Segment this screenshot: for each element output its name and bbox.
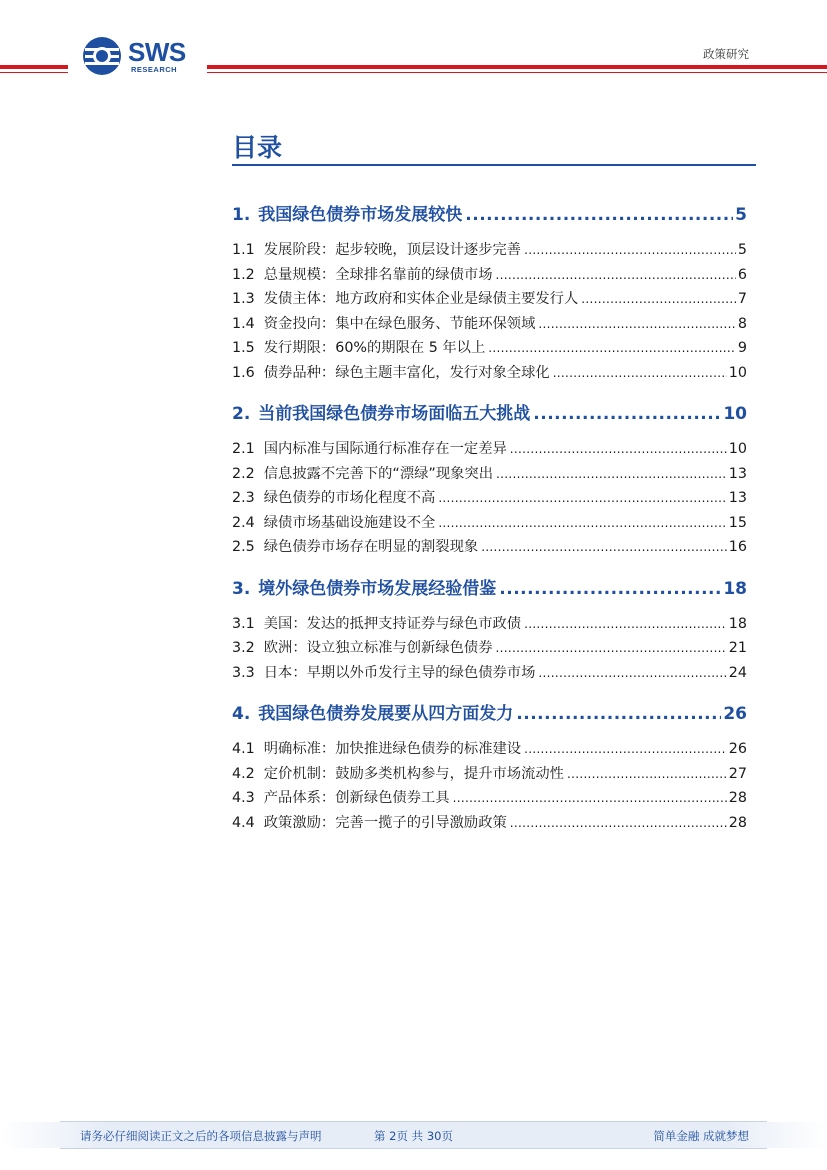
toc-section-title: 我国绿色债券市场发展较快 (258, 205, 463, 225)
toc-entry-number: 1.1 (232, 242, 255, 258)
toc-leader-dots (553, 361, 727, 386)
toc-leader-dots (496, 263, 736, 288)
toc-entry-title: 明确标准：加快推进绿色债券的标准建设 (263, 741, 522, 757)
toc-entry[interactable] (232, 811, 747, 836)
toc-section-number: 4. (232, 704, 251, 724)
toc-title: 目录 (232, 133, 283, 162)
header-rule-left-thin (0, 72, 68, 73)
header-rule-left (0, 65, 68, 69)
toc-entry[interactable] (232, 535, 747, 560)
toc-entry-title: 总量规模：全球排名靠前的绿债市场 (263, 266, 493, 283)
toc-entry-number: 2.3 (232, 490, 255, 506)
toc-leader-dots (438, 511, 726, 536)
toc-entry-title: 定价机制：鼓励多类机构参与，提升市场流动性 (263, 765, 564, 782)
toc-entry-page: 7 (737, 291, 747, 307)
toc-leader-dots (538, 312, 736, 337)
toc-entry-page: 9 (737, 340, 747, 356)
toc-entry-title: 美国：发达的抵押支持证券与绿色市政债 (263, 615, 522, 632)
toc-leader-dots (524, 612, 727, 637)
toc-entry-number: 2.2 (232, 465, 255, 482)
footer-disclaimer: 请务必仔细阅读正文之后的各项信息披露与声明 (80, 1129, 322, 1143)
toc-section-page: 5 (735, 205, 747, 225)
toc-entry-page: 8 (737, 315, 747, 332)
toc-section-heading[interactable] (232, 574, 747, 604)
toc-entry-number: 3.1 (232, 615, 255, 632)
toc-leader-dots (496, 636, 727, 661)
toc-section (232, 200, 747, 385)
toc-entry-title: 信息披露不完善下的“漂绿”现象突出 (263, 465, 494, 482)
toc-entry-title: 国内标准与国际通行标准存在一定差异 (263, 441, 507, 457)
toc-entry[interactable] (232, 437, 747, 462)
toc-entry-number: 1.5 (232, 340, 255, 356)
toc-entry-page: 26 (728, 741, 747, 757)
toc-entry-title: 绿债市场基础设施建设不全 (263, 514, 436, 531)
header-rule-right-thin (207, 72, 827, 73)
toc-section (232, 699, 747, 835)
toc-entry-page: 15 (728, 514, 747, 531)
table-of-contents (232, 200, 747, 849)
toc-section-page: 10 (723, 404, 747, 424)
toc-entry-number: 1.6 (232, 364, 255, 381)
toc-entry[interactable] (232, 786, 747, 811)
toc-leader-dots (499, 574, 721, 604)
toc-leader-dots (533, 399, 721, 429)
toc-entry-title: 发展阶段：起步较晚，顶层设计逐步完善 (263, 242, 522, 258)
toc-entry[interactable] (232, 612, 747, 637)
toc-entry-title: 发债主体：地方政府和实体企业是绿债主要发行人 (263, 291, 579, 307)
toc-entry[interactable] (232, 238, 747, 263)
toc-entry-number: 4.2 (232, 765, 255, 782)
toc-leader-dots (488, 336, 736, 361)
toc-entry-page: 28 (728, 790, 747, 806)
toc-entry[interactable] (232, 661, 747, 686)
toc-leader-dots (453, 786, 727, 811)
toc-entry-page: 27 (728, 765, 747, 782)
toc-entry-number: 3.2 (232, 640, 255, 656)
toc-entry-title: 债券品种：绿色主题丰富化，发行对象全球化 (263, 364, 550, 381)
toc-entry-page: 18 (728, 615, 747, 632)
toc-section-number: 2. (232, 404, 251, 424)
toc-entry-page: 24 (728, 664, 747, 681)
toc-entry-number: 2.1 (232, 441, 255, 457)
toc-leader-dots (538, 661, 726, 686)
footer-rule-bottom (60, 1148, 767, 1149)
toc-section-page: 26 (723, 704, 747, 724)
toc-title-underline (232, 164, 756, 166)
toc-entry-number: 1.4 (232, 315, 255, 332)
toc-section-number: 3. (232, 578, 251, 599)
toc-entry-title: 绿色债券市场存在明显的割裂现象 (263, 539, 479, 555)
toc-entry[interactable] (232, 312, 747, 337)
sws-logo-icon (82, 36, 122, 76)
header-rule-right (207, 65, 827, 69)
logo-subtext: RESEARCH (131, 65, 178, 74)
logo-text: SWS (128, 37, 186, 67)
toc-leader-dots (481, 535, 727, 560)
toc-entry-number: 4.1 (232, 741, 255, 757)
report-category: 政策研究 (703, 47, 749, 61)
footer-slogan: 简单金融 成就梦想 (653, 1129, 749, 1143)
toc-entry[interactable] (232, 636, 747, 661)
toc-entry-number: 1.3 (232, 291, 255, 307)
toc-entry-title: 产品体系：创新绿色债券工具 (263, 790, 450, 806)
toc-entry[interactable] (232, 486, 747, 511)
toc-entry[interactable] (232, 336, 747, 361)
toc-entry-number: 1.2 (232, 266, 255, 283)
toc-entry-number: 2.4 (232, 514, 255, 531)
toc-entry[interactable] (232, 462, 747, 487)
toc-entry-page: 6 (737, 266, 747, 283)
toc-entry-title: 资金投向：集中在绿色服务、节能环保领域 (263, 315, 536, 332)
toc-leader-dots (524, 737, 727, 762)
footer-rule-top (60, 1121, 767, 1122)
toc-entry-number: 3.3 (232, 664, 255, 681)
toc-entry[interactable] (232, 762, 747, 787)
toc-entry-number: 4.3 (232, 790, 255, 806)
toc-leader-dots (524, 238, 736, 263)
toc-leader-dots (510, 437, 727, 462)
toc-section (232, 399, 747, 560)
sws-logo (82, 36, 192, 76)
toc-section-page: 18 (723, 578, 747, 599)
toc-entry-page: 10 (728, 364, 747, 381)
toc-section-heading[interactable] (232, 200, 747, 230)
toc-section-title: 当前我国绿色债券市场面临五大挑战 (258, 404, 531, 424)
toc-leader-dots (465, 200, 733, 230)
toc-entry-title: 发行期限：60%的期限在 5 年以上 (263, 340, 486, 356)
toc-leader-dots (510, 811, 727, 836)
toc-entry-title: 欧洲：设立独立标准与创新绿色债券 (263, 640, 493, 656)
toc-entry[interactable] (232, 737, 747, 762)
toc-entry-number: 4.4 (232, 814, 255, 831)
toc-entry-page: 5 (737, 242, 747, 258)
toc-section-heading[interactable] (232, 399, 747, 429)
toc-leader-dots (496, 462, 727, 487)
toc-entry-page: 13 (728, 465, 747, 482)
toc-section (232, 574, 747, 686)
toc-section-title: 境外绿色债券市场发展经验借鉴 (258, 578, 497, 599)
toc-entry-page: 10 (728, 441, 747, 457)
toc-entry[interactable] (232, 287, 747, 312)
toc-entry[interactable] (232, 263, 747, 288)
toc-entry-page: 16 (728, 539, 747, 555)
toc-entry-title: 绿色债券的市场化程度不高 (263, 490, 436, 506)
toc-entry-number: 2.5 (232, 539, 255, 555)
toc-entry-page: 21 (728, 640, 747, 656)
toc-section-number: 1. (232, 205, 251, 225)
toc-entry[interactable] (232, 511, 747, 536)
toc-entry-title: 日本：早期以外币发行主导的绿色债券市场 (263, 664, 536, 681)
toc-entry-page: 13 (728, 490, 747, 506)
toc-leader-dots (581, 287, 736, 312)
footer-page-number: 第 2页 共 30页 (374, 1129, 453, 1143)
toc-entry-page: 28 (728, 814, 747, 831)
toc-leader-dots (516, 699, 721, 729)
toc-leader-dots (567, 762, 727, 787)
toc-section-title: 我国绿色债券发展要从四方面发力 (258, 704, 514, 724)
toc-entry-title: 政策激励：完善一揽子的引导激励政策 (263, 814, 507, 831)
toc-entry[interactable] (232, 361, 747, 386)
toc-leader-dots (438, 486, 726, 511)
toc-section-heading[interactable] (232, 699, 747, 729)
